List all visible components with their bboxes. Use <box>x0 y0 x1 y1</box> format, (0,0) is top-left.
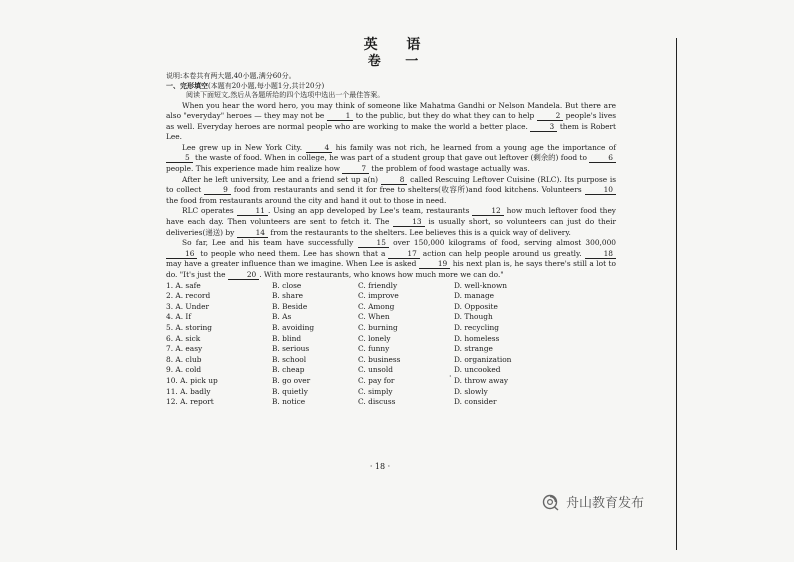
answer-options <box>166 281 616 408</box>
blank-5: 5 <box>166 153 193 163</box>
option-b: B. serious <box>272 344 310 354</box>
section-heading <box>166 82 616 92</box>
exam-subtitle: 卷 一 <box>367 54 429 69</box>
blank-10: 10 <box>585 185 616 195</box>
option-row <box>166 281 616 292</box>
option-row <box>166 397 616 408</box>
option-c: C. Among <box>358 301 395 311</box>
option-row <box>166 355 616 366</box>
option-b: B. As <box>272 312 292 322</box>
blank-15: 15 <box>358 238 389 248</box>
option-d: D. strange <box>454 344 493 354</box>
option-row <box>166 291 616 302</box>
option-c: C. When <box>358 312 390 322</box>
option-c: C. friendly <box>358 280 398 290</box>
option-b: B. school <box>272 354 307 364</box>
blank-6: 6 <box>589 153 616 163</box>
blank-20: 20 <box>228 270 259 280</box>
option-d: D. Though <box>454 312 493 322</box>
passage-paragraph-4 <box>166 206 616 238</box>
blank-9: 9 <box>204 185 231 195</box>
watermark <box>542 492 644 511</box>
blank-17: 17 <box>388 249 419 259</box>
passage-paragraph-1 <box>166 101 616 143</box>
option-d: D. homeless <box>454 333 500 343</box>
option-row <box>166 365 616 376</box>
option-b: B. avoiding <box>272 322 315 332</box>
blank-2: 2 <box>537 111 564 121</box>
passage-text: food from restaurants and send it for free to shelters(收容所)and food kitchens. Volunteers <box>230 185 585 195</box>
option-a: 3. A. Under <box>166 301 210 311</box>
option-c: C. burning <box>358 322 398 332</box>
passage-text: the food from restaurants around the city and hand it out to those in need. <box>166 195 447 205</box>
page-border-line <box>676 38 677 550</box>
passage-text: from the restaurants to the shelters. Lee believes this is a quick way of delivery. <box>268 227 571 237</box>
blank-11: 11 <box>237 206 268 216</box>
section-title: 一、完形填空 <box>166 81 208 90</box>
option-row <box>166 334 616 345</box>
passage-text: . Using an app developed by Lee's team, restaurants <box>267 206 473 216</box>
option-a: 12. A. report <box>166 397 214 407</box>
passage-text: people's lives as well. Everyday heroes are normal people who are working to make the world a better place. <box>166 111 616 131</box>
page-number: · 18 · <box>369 462 391 471</box>
exam-note: 说明:本卷共有两大题,40小题,满分60分。 <box>166 72 296 80</box>
passage-text: may have a greater influence than we imagine. When Lee is asked <box>166 259 419 269</box>
option-b: B. go over <box>272 375 311 385</box>
blank-8: 8 <box>381 175 408 185</box>
blank-7: 7 <box>342 164 369 174</box>
passage-text: his family was not rich, he learned from a young age the importance of <box>332 142 616 152</box>
option-d: D. uncooked <box>454 365 501 375</box>
passage-text: When you hear the word hero, you may think of someone like Mahatma Gandhi or Nelson Mandela. But there are also "everyday" heroes — they may not be <box>166 100 616 121</box>
option-c: C. business <box>358 354 401 364</box>
passage-text: how much leftover food they have each day. Then volunteers are sent to fetch it. The <box>166 206 616 227</box>
blank-14: 14 <box>237 228 268 238</box>
option-a: 1. A. safe <box>166 280 201 290</box>
option-row <box>166 344 616 355</box>
option-d: D. Opposite <box>454 301 498 311</box>
section-rule: (本题有20小题,每小题1分,共计20分) <box>208 81 325 90</box>
option-d: D. well-known <box>454 280 508 290</box>
passage-paragraph-3 <box>166 175 616 207</box>
passage-text: is usually short, so volunteers can just do their deliveries(递送) by <box>166 217 616 237</box>
blank-19: 19 <box>419 259 450 269</box>
option-d: D. slowly <box>454 386 488 396</box>
passage-text: over 150,000 kilograms of food, serving almost 300,000 <box>388 238 616 248</box>
option-b: B. quietly <box>272 386 308 396</box>
option-d: D. manage <box>454 291 495 301</box>
passage-text: the waste of food. When in college, he was part of a student group that gave out leftover (剩余的) food to <box>192 153 590 163</box>
passage-text: called Rescuing Leftover Cuisine (RLC). Its purpose is to collect <box>166 174 617 195</box>
blank-13: 13 <box>393 217 424 227</box>
passage-text: to the public, but they do what they can to help <box>353 111 537 121</box>
option-b: B. blind <box>272 333 302 343</box>
option-row <box>166 387 616 398</box>
option-d: D. recycling <box>454 322 499 332</box>
passage-text: RLC operates <box>182 206 237 216</box>
blank-1: 1 <box>327 111 354 121</box>
option-c: C. lonely <box>358 333 391 343</box>
option-d: D. consider <box>454 397 497 407</box>
option-c: C. funny <box>358 344 390 354</box>
option-a: 11. A. badly <box>166 386 211 396</box>
option-a: 10. A. pick up <box>166 375 218 385</box>
passage-text: people. This experience made him realize how <box>166 164 343 174</box>
passage-text: the problem of food wastage actually was. <box>369 164 530 174</box>
passage-text: to people who need them. Lee has shown that a <box>197 248 389 258</box>
exam-title: 英 语 <box>363 37 433 53</box>
passage-text: After he left university, Lee and a friend set up a(n) <box>182 174 381 184</box>
blank-16: 16 <box>166 249 197 259</box>
exam-content <box>166 36 616 408</box>
option-a: 5. A. storing <box>166 322 213 332</box>
passage-text: his next plan is, he says there's still a lot to do. "It's just the <box>166 259 616 279</box>
passage-text: action can help people around us greatly. <box>419 248 585 258</box>
option-b: B. share <box>272 291 303 301</box>
option-c: C. unsold <box>358 365 393 375</box>
option-row <box>166 323 616 334</box>
option-c: C. pay for <box>358 375 395 385</box>
option-b: B. close <box>272 280 302 290</box>
option-a: 9. A. cold <box>166 365 202 375</box>
stray-mark: · <box>449 372 452 381</box>
option-c: C. simply <box>358 386 393 396</box>
option-a: 2. A. record <box>166 291 211 301</box>
blank-12: 12 <box>472 206 503 216</box>
watermark-text: 舟山教育发布 <box>566 496 645 511</box>
option-row <box>166 312 616 323</box>
option-row <box>166 302 616 313</box>
option-a: 4. A. If <box>166 312 192 322</box>
passage-text: Lee grew up in New York City. <box>182 142 306 152</box>
passage-text: So far, Lee and his team have successfully <box>182 238 358 248</box>
option-b: B. Beside <box>272 301 308 311</box>
passage-text: . With more restaurants, who knows how much more we can do." <box>259 270 504 279</box>
section-instruction: 阅读下面短文,然后从各题所给的四个选项中选出一个最佳答案。 <box>186 91 385 99</box>
option-c: C. improve <box>358 291 399 301</box>
passage-paragraph-2 <box>166 143 616 175</box>
blank-4: 4 <box>306 143 333 153</box>
option-b: B. notice <box>272 397 306 407</box>
option-a: 7. A. easy <box>166 344 203 354</box>
blank-18: 18 <box>585 249 616 259</box>
option-a: 6. A. sick <box>166 333 201 343</box>
wechat-official-account-icon <box>542 493 562 511</box>
option-b: B. cheap <box>272 365 305 375</box>
blank-3: 3 <box>530 122 557 132</box>
option-d: D. organization <box>454 354 512 364</box>
passage-text: them is Robert Lee. <box>166 121 616 142</box>
option-row <box>166 376 616 387</box>
option-a: 8. A. club <box>166 354 202 364</box>
passage-paragraph-5 <box>166 238 616 280</box>
option-c: C. discuss <box>358 397 396 407</box>
option-d: D. throw away <box>454 375 509 385</box>
